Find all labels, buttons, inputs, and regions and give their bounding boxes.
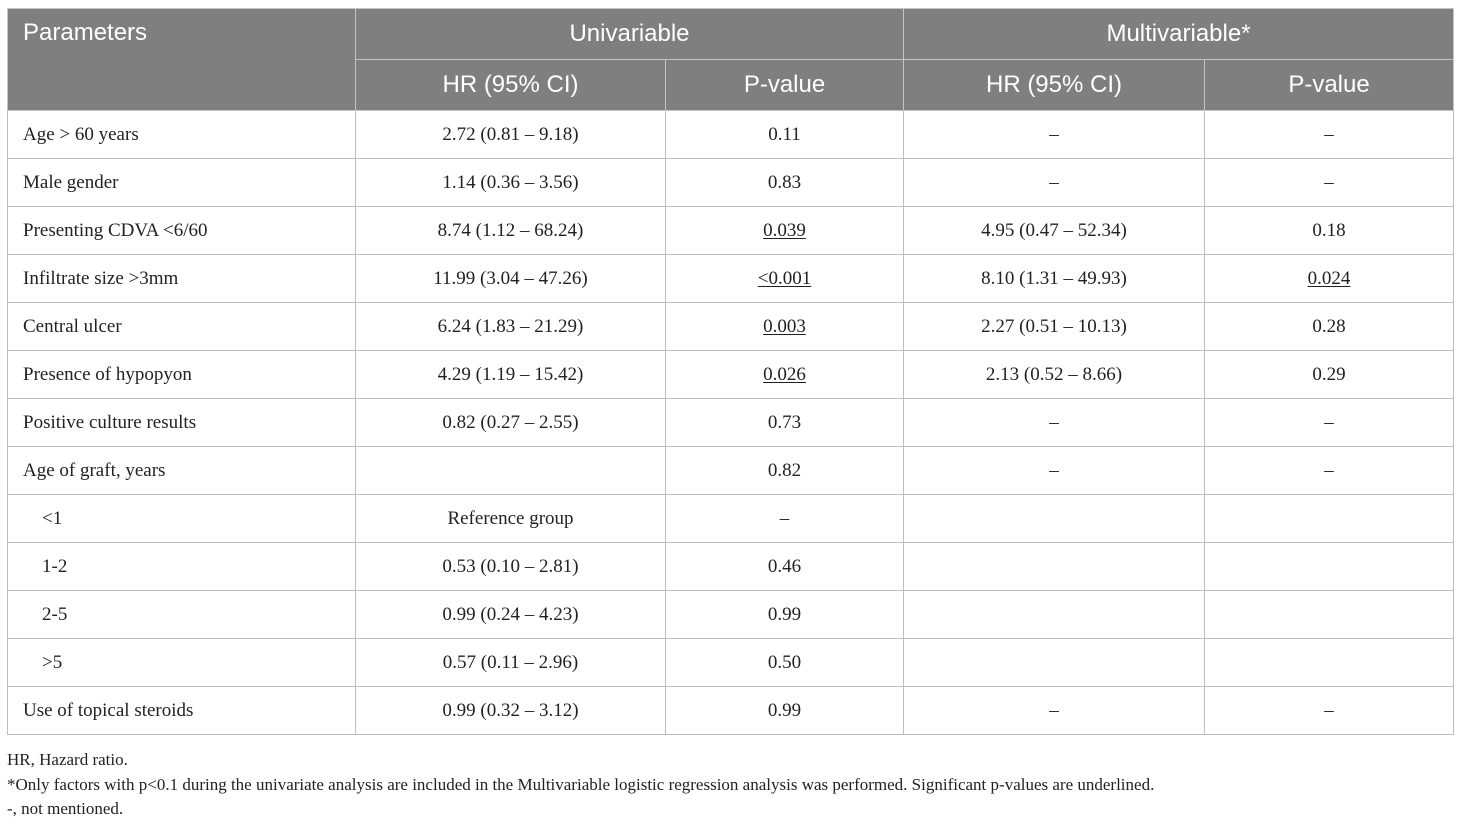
multivariable-pvalue: 0.18 [1205, 207, 1454, 255]
multivariable-hr: 4.95 (0.47 – 52.34) [904, 207, 1205, 255]
multivariable-hr: – [904, 159, 1205, 207]
table-row [8, 399, 1454, 447]
univariable-hr: Reference group [356, 495, 666, 543]
univariable-pvalue: 0.50 [666, 639, 904, 687]
results-table-container [7, 8, 1453, 735]
univariable-pvalue: – [666, 495, 904, 543]
table-row [8, 639, 1454, 687]
univariable-pvalue: 0.83 [666, 159, 904, 207]
table-row [8, 591, 1454, 639]
table-row [8, 303, 1454, 351]
univariable-hr: 1.14 (0.36 – 3.56) [356, 159, 666, 207]
univariable-pvalue: 0.46 [666, 543, 904, 591]
univariable-hr: 0.82 (0.27 – 2.55) [356, 399, 666, 447]
univariable-hr: 6.24 (1.83 – 21.29) [356, 303, 666, 351]
row-label: 2-5 [8, 591, 356, 639]
table-row [8, 447, 1454, 495]
univariable-pvalue [666, 303, 904, 351]
univariable-hr: 11.99 (3.04 – 47.26) [356, 255, 666, 303]
univariable-hr: 8.74 (1.12 – 68.24) [356, 207, 666, 255]
multivariable-hr: 2.13 (0.52 – 8.66) [904, 351, 1205, 399]
univariable-pvalue: 0.73 [666, 399, 904, 447]
multivariable-pvalue [1205, 591, 1454, 639]
multivariable-pvalue: 0.29 [1205, 351, 1454, 399]
univariable-pvalue: 0.11 [666, 111, 904, 159]
header-multivariable: Multivariable* [904, 9, 1454, 60]
significant-pvalue: 0.026 [763, 363, 806, 385]
univariable-pvalue: 0.99 [666, 591, 904, 639]
row-label: Age of graft, years [8, 447, 356, 495]
univariable-hr: 0.53 (0.10 – 2.81) [356, 543, 666, 591]
table-row [8, 159, 1454, 207]
header-parameters: Parameters [8, 9, 356, 111]
table-row [8, 111, 1454, 159]
header-univariable: Univariable [356, 9, 904, 60]
univariable-pvalue [666, 351, 904, 399]
footnote-hr: HR, Hazard ratio. [7, 750, 128, 769]
multivariable-hr: – [904, 399, 1205, 447]
hazard-ratio-table [7, 8, 1454, 735]
multivariable-pvalue: – [1205, 399, 1454, 447]
univariable-hr: 2.72 (0.81 – 9.18) [356, 111, 666, 159]
table-header [8, 9, 1454, 111]
table-row [8, 687, 1454, 735]
table-row [8, 495, 1454, 543]
footnote-dash: -, not mentioned. [7, 799, 124, 818]
univariable-hr [356, 447, 666, 495]
row-label: Male gender [8, 159, 356, 207]
multivariable-pvalue: 0.28 [1205, 303, 1454, 351]
header-row-groups [8, 9, 1454, 60]
univariable-pvalue: 0.82 [666, 447, 904, 495]
row-label: Presenting CDVA <6/60 [8, 207, 356, 255]
multivariable-pvalue [1205, 255, 1454, 303]
multivariable-hr [904, 543, 1205, 591]
multivariable-hr: 8.10 (1.31 – 49.93) [904, 255, 1205, 303]
multivariable-pvalue: – [1205, 111, 1454, 159]
multivariable-hr: – [904, 447, 1205, 495]
table-row [8, 207, 1454, 255]
row-label: Use of topical steroids [8, 687, 356, 735]
table-row [8, 255, 1454, 303]
multivariable-pvalue [1205, 543, 1454, 591]
row-label: <1 [8, 495, 356, 543]
multivariable-pvalue: – [1205, 687, 1454, 735]
multivariable-hr [904, 591, 1205, 639]
significant-pvalue: <0.001 [757, 267, 812, 289]
row-label: Age > 60 years [8, 111, 356, 159]
table-footnotes [7, 748, 1154, 822]
multivariable-pvalue: – [1205, 447, 1454, 495]
significant-pvalue: 0.024 [1307, 267, 1351, 289]
row-label: Central ulcer [8, 303, 356, 351]
row-label: 1-2 [8, 543, 356, 591]
multivariable-pvalue: – [1205, 159, 1454, 207]
header-multivariable-hr: HR (95% CI) [904, 60, 1205, 111]
multivariable-hr [904, 639, 1205, 687]
multivariable-hr [904, 495, 1205, 543]
multivariable-hr: 2.27 (0.51 – 10.13) [904, 303, 1205, 351]
univariable-hr: 0.99 (0.24 – 4.23) [356, 591, 666, 639]
significant-pvalue: 0.039 [763, 219, 806, 241]
univariable-hr: 4.29 (1.19 – 15.42) [356, 351, 666, 399]
multivariable-pvalue [1205, 495, 1454, 543]
multivariable-hr: – [904, 111, 1205, 159]
row-label: >5 [8, 639, 356, 687]
univariable-hr: 0.99 (0.32 – 3.12) [356, 687, 666, 735]
footnote-multivariable: *Only factors with p<0.1 during the univariate analysis are included in the Multivariable logistic regression analysis was performed. Significant p-values are underlined. [7, 774, 1155, 794]
row-label: Infiltrate size >3mm [8, 255, 356, 303]
multivariable-pvalue [1205, 639, 1454, 687]
table-row [8, 351, 1454, 399]
multivariable-hr: – [904, 687, 1205, 735]
header-univariable-pvalue: P-value [666, 60, 904, 111]
header-univariable-hr: HR (95% CI) [356, 60, 666, 111]
univariable-pvalue: 0.99 [666, 687, 904, 735]
univariable-pvalue [666, 207, 904, 255]
table-row [8, 543, 1454, 591]
significant-pvalue: 0.003 [763, 315, 806, 337]
row-label: Positive culture results [8, 399, 356, 447]
header-multivariable-pvalue: P-value [1205, 60, 1454, 111]
table-body [8, 111, 1454, 735]
univariable-pvalue [666, 255, 904, 303]
univariable-hr: 0.57 (0.11 – 2.96) [356, 639, 666, 687]
row-label: Presence of hypopyon [8, 351, 356, 399]
